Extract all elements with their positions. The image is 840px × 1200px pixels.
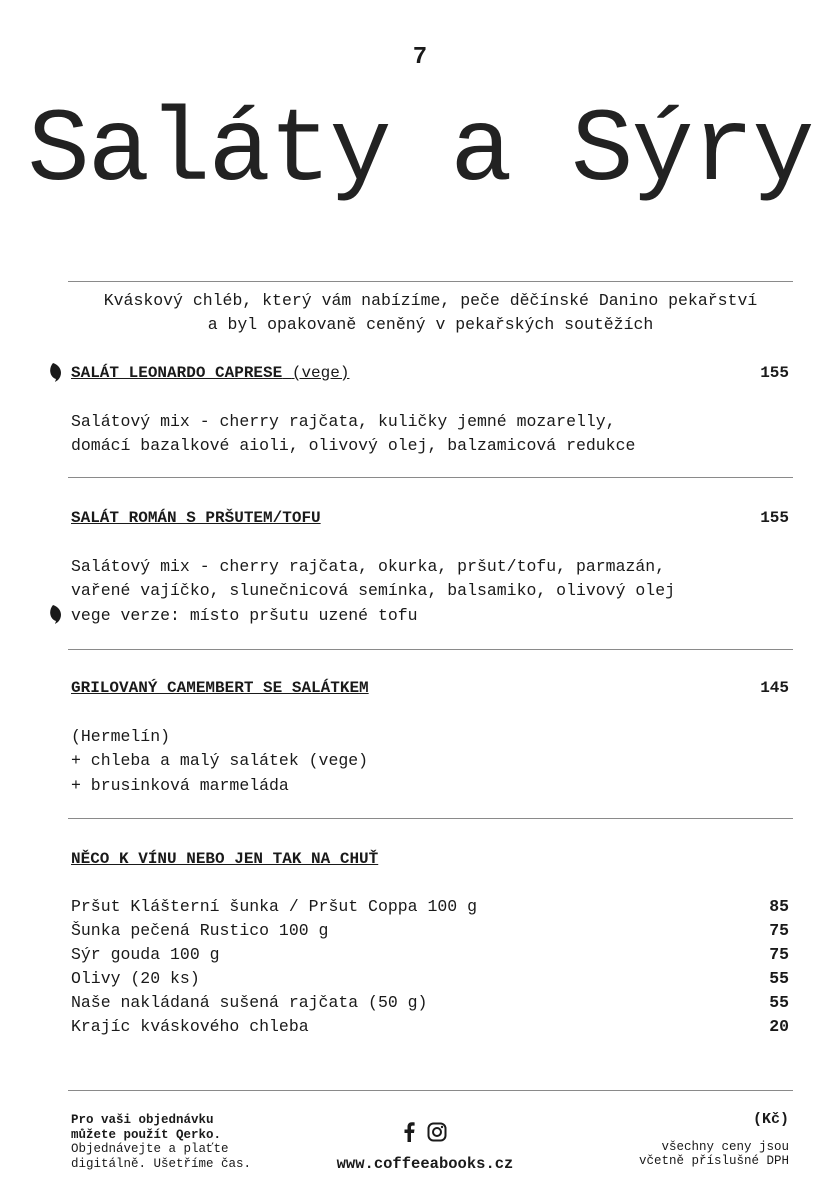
- snack-price: 55: [769, 993, 789, 1012]
- qerko-line-1: Pro vaši objednávku: [71, 1113, 214, 1127]
- vegetarian-leaf-icon: [49, 362, 63, 382]
- facebook-icon[interactable]: [403, 1122, 415, 1142]
- description-line: Salátový mix - cherry rajčata, okurka, pršut/tofu, parmazán,: [71, 557, 666, 576]
- intro-line-1: Kváskový chléb, který vám nabízíme, peče děčínské Danino pekařství: [103, 291, 758, 310]
- snack-name: Šunka pečená Rustico 100 g: [71, 921, 329, 940]
- snack-price: 85: [769, 897, 789, 916]
- item-price: 145: [760, 679, 789, 697]
- price-note: [639, 1113, 789, 1169]
- footer-links: [300, 1121, 550, 1173]
- snack-name: Krajíc kváskového chleba: [71, 1017, 309, 1036]
- item-price: 155: [760, 509, 789, 527]
- snack-name: Naše nakládaná sušená rajčata (50 g): [71, 993, 428, 1012]
- description-line: domácí bazalkové aioli, olivový olej, balzamicová redukce: [71, 436, 636, 456]
- item-description: [71, 410, 635, 459]
- item-title: SALÁT LEONARDO CAPRESE (vege): [71, 364, 350, 382]
- description-line: (Hermelín): [71, 727, 171, 746]
- divider: [68, 477, 793, 478]
- item-description: [71, 725, 368, 798]
- description-line: vařené vajíčko, slunečnicová semínka, balsamiko, olivový olej: [71, 581, 675, 601]
- vegetarian-leaf-icon: [49, 604, 63, 624]
- qerko-line-2: můžete použít Qerko.: [71, 1127, 222, 1142]
- divider: [68, 1090, 793, 1091]
- snack-row: [71, 967, 789, 991]
- description-line: Salátový mix - cherry rajčata, kuličky jemné mozarelly,: [71, 412, 616, 431]
- qerko-line-3: Objednávejte a plaťte: [71, 1142, 229, 1156]
- intro-line-2: a byl opakovaně ceněný v pekařských soutěžích: [207, 315, 654, 334]
- item-description: [71, 555, 675, 628]
- snack-name: Pršut Klášterní šunka / Pršut Coppa 100 g: [71, 897, 477, 916]
- divider: [68, 281, 793, 282]
- description-line: vege verze: místo pršutu uzené tofu: [71, 605, 418, 625]
- snack-price: 75: [769, 945, 789, 964]
- intro-text: [68, 289, 793, 337]
- item-note: (vege): [291, 364, 350, 382]
- price-note-line-1: všechny ceny jsou: [661, 1139, 789, 1154]
- snack-price: 55: [769, 969, 789, 988]
- page-title: Saláty a Sýry: [27, 93, 813, 211]
- item-title: GRILOVANÝ CAMEMBERT SE SALÁTKEM: [71, 679, 369, 697]
- qerko-note: [71, 1113, 251, 1171]
- price-note-line-2: včetně příslušné DPH: [638, 1154, 789, 1168]
- social-icons: [300, 1121, 550, 1143]
- snack-price: 20: [769, 1017, 789, 1036]
- divider: [68, 818, 793, 819]
- instagram-icon[interactable]: [427, 1122, 447, 1142]
- snack-row: [71, 991, 789, 1015]
- snack-row: [71, 1015, 789, 1039]
- website-link[interactable]: www.coffeeabooks.cz: [336, 1155, 514, 1173]
- section-heading: NĚCO K VÍNU NEBO JEN TAK NA CHUŤ: [71, 850, 379, 868]
- item-title: SALÁT ROMÁN S PRŠUTEM/TOFU: [71, 509, 321, 527]
- description-line: + brusinková marmeláda: [71, 775, 289, 795]
- snack-row: [71, 919, 789, 943]
- snack-row: [71, 895, 789, 919]
- description-line: + chleba a malý salátek (vege): [71, 751, 369, 771]
- snack-name: Sýr gouda 100 g: [71, 945, 220, 964]
- qerko-line-4: digitálně. Ušetříme čas.: [71, 1156, 252, 1171]
- snack-row: [71, 943, 789, 967]
- item-price: 155: [760, 364, 789, 382]
- page-number: 7: [412, 44, 428, 71]
- currency-label: (Kč): [752, 1111, 789, 1128]
- snack-name: Olivy (20 ks): [71, 969, 200, 988]
- divider: [68, 649, 793, 650]
- snack-price: 75: [769, 921, 789, 940]
